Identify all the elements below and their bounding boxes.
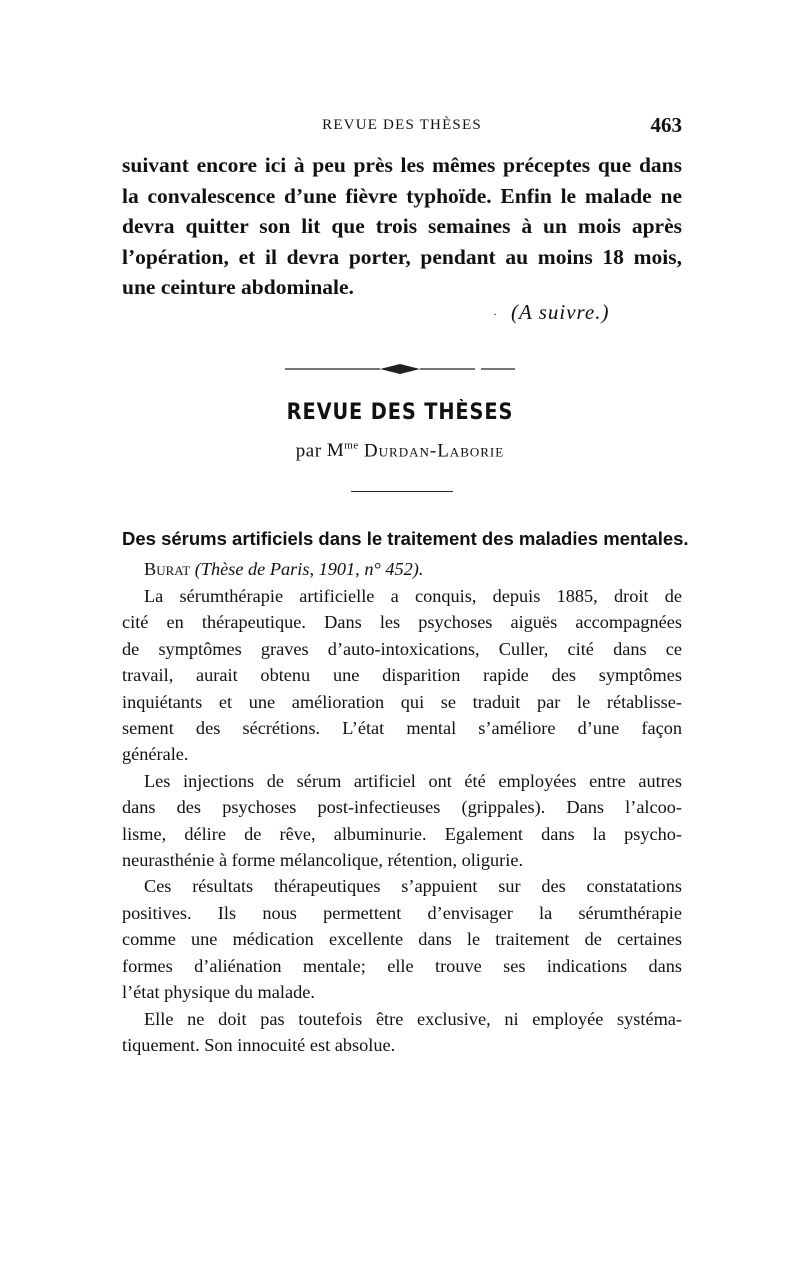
byline-author: Durdan-Laborie <box>363 440 505 462</box>
text-line: générale. <box>122 744 189 765</box>
dot-icon: · <box>493 306 497 321</box>
text-line: l’opération, et il devra porter, pendant au moins 18 mois, <box>122 244 682 269</box>
text-line: devra quitter son lit que trois semaines à un mois après <box>122 214 682 239</box>
text-line: dans des psychoses post-infectieuses (grippales). Dans l’alcoo- <box>122 797 682 818</box>
article-title: Des sérums artificiels dans le traitement des maladies mentales. <box>122 528 689 549</box>
text-line: Les injections de sérum artificiel ont été employées entre autres <box>144 770 682 791</box>
ornament-divider-icon <box>285 362 515 376</box>
article-body <box>122 583 682 1058</box>
running-head <box>122 113 682 137</box>
text-line: tiquement. Son innocuité est absolue. <box>122 1034 396 1055</box>
article-citation-line <box>122 556 682 582</box>
to-be-continued <box>493 300 609 325</box>
text-line: lisme, délire de rêve, albuminurie. Egalement dans la psycho- <box>122 823 682 844</box>
text-line: neurasthénie à forme mélancolique, rétention, oligurie. <box>122 850 524 871</box>
text-line: travail, aurait obtenu une disparition rapide des symptômes <box>122 665 682 686</box>
running-head-title: REVUE DES THÈSES <box>322 117 482 133</box>
continuation-paragraph <box>122 150 682 303</box>
short-rule <box>351 491 453 492</box>
page-number: 463 <box>650 113 682 137</box>
byline <box>0 440 800 462</box>
text-line: comme une médication excellente dans le traitement de certaines <box>122 929 682 950</box>
section-heading: REVUE DES THÈSES <box>286 400 514 425</box>
text-line: positives. Ils nous permettent d’envisager la sérumthérapie <box>122 902 682 923</box>
byline-title: $M^{me}$ <box>326 440 359 462</box>
text-line: l’état physique du malade. <box>122 982 315 1003</box>
text-line: La sérumthérapie artificielle a conquis, depuis 1885, droit de <box>144 586 682 606</box>
byline-par: par <box>295 440 322 462</box>
text-line: formes d’aliénation mentale; elle trouve ses indications dans <box>122 955 682 976</box>
text-line: cité en thérapeutique. Dans les psychoses aiguës accompagnées <box>122 612 682 633</box>
text-line: la convalescence d’une fièvre typhoïde. Enfin le malade ne <box>122 183 682 208</box>
text-line: suivant encore ici à peu près les mêmes préceptes que dans <box>122 153 682 177</box>
text-line: Elle ne doit pas toutefois être exclusive, ni employée systéma- <box>144 1008 682 1029</box>
text-line: inquiétants et une amélioration qui se traduit par le rétablisse- <box>122 691 682 712</box>
text-line: Ces résultats thérapeutiques s’appuient sur des constatations <box>144 876 682 897</box>
to-be-continued-text: (A suivre.) <box>511 300 610 324</box>
article-author: Burat <box>144 559 191 579</box>
text-line: de symptômes graves d’auto-intoxications, Culler, cité dans ce <box>122 638 682 659</box>
article-citation: (Thèse de Paris, 1901, n° 452). <box>194 559 424 579</box>
text-line: sement des sécrétions. L’état mental s’améliore d’une façon <box>122 718 682 739</box>
text-line: une ceinture abdominale. <box>122 275 354 300</box>
